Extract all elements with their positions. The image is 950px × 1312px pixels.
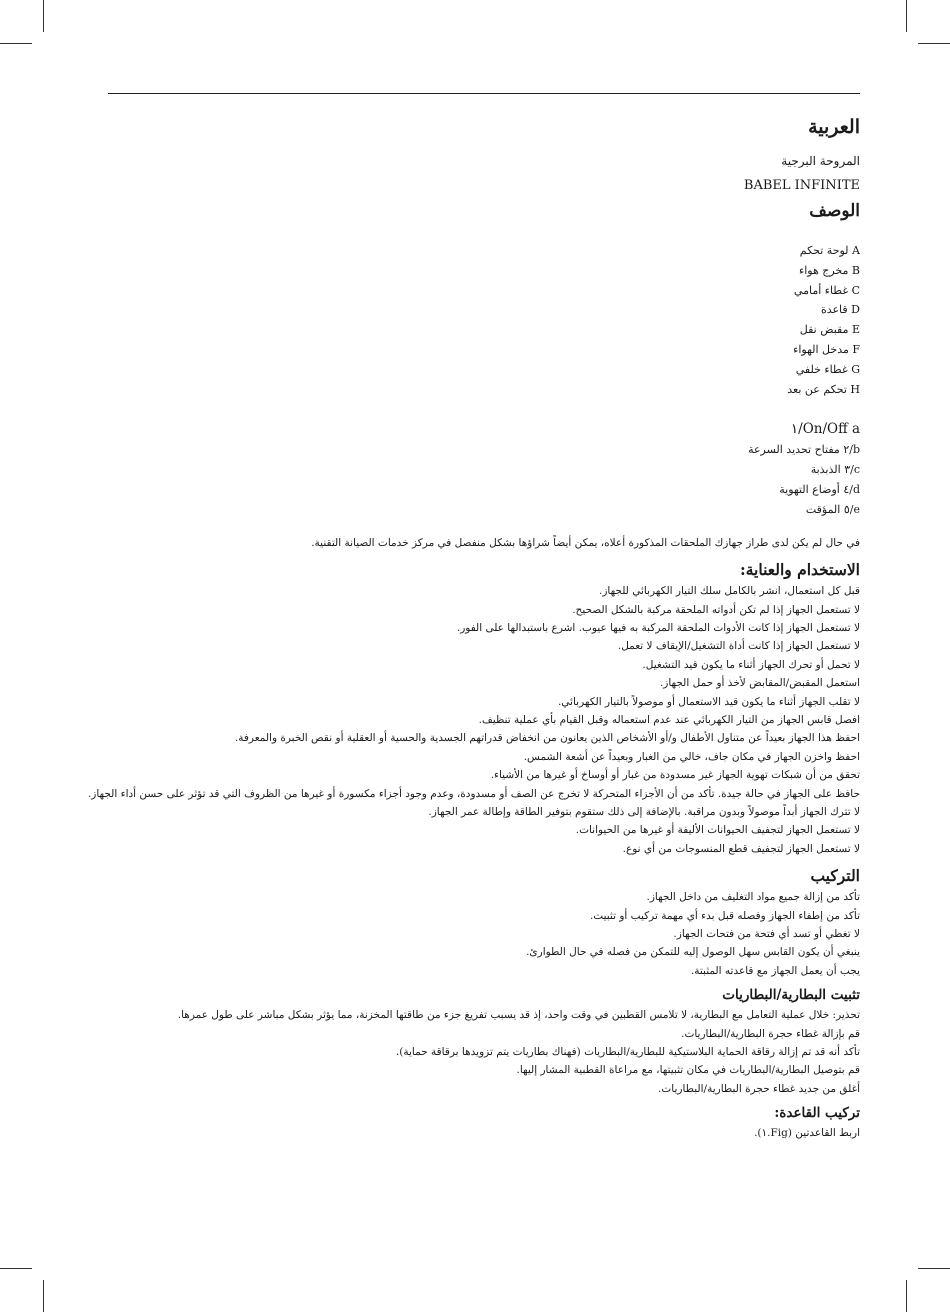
list-item: تأكد من إزالة جميع مواد التغليف من داخل الجهاز. bbox=[646, 891, 860, 904]
list-item: قم بإزالة غطاء حجرة البطارية/البطاريات. bbox=[681, 1027, 860, 1040]
list-item: E مقبض نقل bbox=[799, 323, 860, 337]
crop-mark-top-right bbox=[906, 0, 907, 32]
list-item: تحذير: خلال عملية التعامل مع البطارية، لا تلامس القطبين في وقت واحد، إذ قد يسبب تفريغ جزء من طاقتها المخزنة، مما يؤثر بشكل مباشر على طول عمرها. bbox=[177, 1009, 860, 1022]
list-item: تأكد أنه قد تم إزالة رقاقة الحماية البلاستيكية للبطارية/البطاريات (فهناك بطاريات يتم تزويدها برقاقة حماية). bbox=[395, 1045, 860, 1058]
list-item: لا تستعمل الجهاز إذا كانت الأدوات الملحقة المركبة به فيها عيوب. اشرع باستبدالها على الفور. bbox=[456, 622, 860, 635]
list-item: لا تستعمل الجهاز إذا كانت أداة التشغيل/الإيقاف لا تعمل. bbox=[617, 640, 860, 653]
list-item: احفظ واخزن الجهاز في مكان جاف، خالي من الغبار وبعيداً عن أشعة الشمس. bbox=[523, 750, 860, 763]
usage-heading: الاستخدام والعناية: bbox=[740, 560, 860, 580]
list-item: قم بتوصيل البطارية/البطاريات في مكان تثبيتها، مع مراعاة القطبية المشار إليها. bbox=[516, 1064, 860, 1077]
crop-mark-top-left bbox=[43, 0, 44, 32]
list-item: لا تحمل أو تحرك الجهاز أثناء ما يكون قيد التشغيل. bbox=[642, 658, 860, 671]
list-item: On/Off a/١ bbox=[790, 421, 860, 438]
document-body bbox=[87, 110, 860, 1146]
list-item: G غطاء خلفي bbox=[795, 362, 860, 376]
battery-heading: تثبيت البطارية/البطاريات bbox=[722, 987, 860, 1004]
list-item: ينبغي أن يكون القابس سهل الوصول إليه للتمكن من فصله في حال الطوارئ. bbox=[526, 946, 860, 959]
list-item: لا تغطي أو تسد أي فتحة من فتحات الجهاز. bbox=[673, 927, 860, 940]
language-title: العربية bbox=[808, 116, 860, 138]
list-item: c/٣ الذبذبة bbox=[810, 462, 860, 476]
list-item: يجب أن يعمل الجهاز مع قاعدته المثبتة. bbox=[690, 964, 860, 977]
list-item: أغلق من جديد غطاء حجرة البطارية/البطاريات. bbox=[658, 1082, 860, 1095]
crop-mark-bottom-left bbox=[43, 1280, 44, 1312]
installation-heading: التركيب bbox=[810, 866, 860, 886]
list-item: لا تستعمل الجهاز لتجفيف قطع المنسوجات من أي نوع. bbox=[622, 842, 860, 855]
list-item: احفظ هذا الجهاز بعيداً عن متناول الأطفال و/أو الأشخاص الذين يعانون من انخفاض قدراتهم الجسدية والحسية أو العقلية أو نقص الخبرة والمعرفة. bbox=[234, 732, 860, 745]
description-heading: الوصف bbox=[809, 201, 860, 221]
list-item: تحقق من أن شبكات تهوية الجهاز غير مسدودة من غبار أو أوساخ أو غيرها من الأشياء. bbox=[490, 769, 860, 782]
list-item: لا تستعمل الجهاز إذا لم تكن أدواته الملحقة مركبة بالشكل الصحيح. bbox=[572, 603, 860, 616]
installation-list bbox=[108, 888, 860, 980]
list-item: D قاعدة bbox=[820, 303, 860, 317]
crop-mark-bottom-right bbox=[918, 1268, 950, 1269]
list-item: قبل كل استعمال، انشر بالكامل سلك التيار الكهربائي للجهاز. bbox=[598, 585, 860, 598]
product-model: BABEL INFINITE bbox=[743, 178, 860, 193]
list-item: اربط القاعدتين (Fig.١). bbox=[754, 1127, 860, 1140]
crop-mark-bottom-left bbox=[0, 1268, 32, 1269]
list-item: F مدخل الهواء bbox=[793, 342, 860, 356]
list-item: C غطاء أمامي bbox=[793, 283, 860, 297]
list-item: A لوحة تحكم bbox=[799, 244, 860, 257]
product-type: المروحة البرجية bbox=[781, 154, 860, 168]
usage-list bbox=[87, 582, 860, 858]
list-item: استعمل المقبض/المقابض لأخذ أو حمل الجهاز. bbox=[659, 677, 860, 690]
list-item: e/٥ المؤقت bbox=[805, 503, 860, 517]
crop-mark-top-right bbox=[918, 43, 950, 44]
list-item: B مخرج هواء bbox=[799, 263, 860, 277]
list-item: حافظ على الجهاز في حالة جيدة. تأكد من أن الأجزاء المتحركة لا تخرج عن الصف أو مسدودة، وعدم وجود أجزاء مكسورة أو غيرها من الظروف التي قد تؤثر على حسن أداء الجهاز. bbox=[87, 787, 860, 800]
parts-list bbox=[108, 241, 860, 399]
crop-mark-bottom-right bbox=[906, 1280, 907, 1312]
list-item: b/٢ مفتاح تحديد السرعة bbox=[748, 442, 860, 456]
battery-list bbox=[108, 1006, 860, 1098]
base-heading: تركيب القاعدة: bbox=[774, 1105, 860, 1122]
list-item: لا تقلب الجهاز أثناء ما يكون قيد الاستعمال أو موصولاً بالتيار الكهربائي. bbox=[557, 695, 860, 708]
list-item: لا تترك الجهاز أبداً موصولاً وبدون مراقبة. بالإضافة إلى ذلك ستقوم بتوفير الطاقة وإطالة عمر الجهاز. bbox=[428, 806, 860, 818]
list-item: افصل قابس الجهاز من التيار الكهربائي عند عدم استعماله وقبل القيام بأي عملية تنظيف. bbox=[478, 714, 860, 727]
crop-mark-top-left bbox=[0, 43, 32, 44]
controls-list bbox=[108, 419, 860, 520]
header-rule bbox=[108, 93, 860, 94]
accessories-note: في حال لم يكن لدى طراز جهازك الملحقات المذكورة أعلاه، يمكن أيضاً شراؤها بشكل منفصل في مركز خدمات الصيانة التقنية. bbox=[311, 537, 860, 550]
list-item: H تحكم عن بعد bbox=[787, 382, 860, 396]
list-item: لا تستعمل الجهاز لتجفيف الحيوانات الأليفة أو غيرها من الحيوانات. bbox=[575, 824, 860, 837]
list-item: تأكد من إطفاء الجهاز وفصله قبل بدء أي مهمة تركيب أو تثبيت. bbox=[589, 909, 860, 922]
list-item: d/٤ أوضاع التهوية bbox=[779, 482, 860, 496]
base-list bbox=[108, 1124, 860, 1142]
